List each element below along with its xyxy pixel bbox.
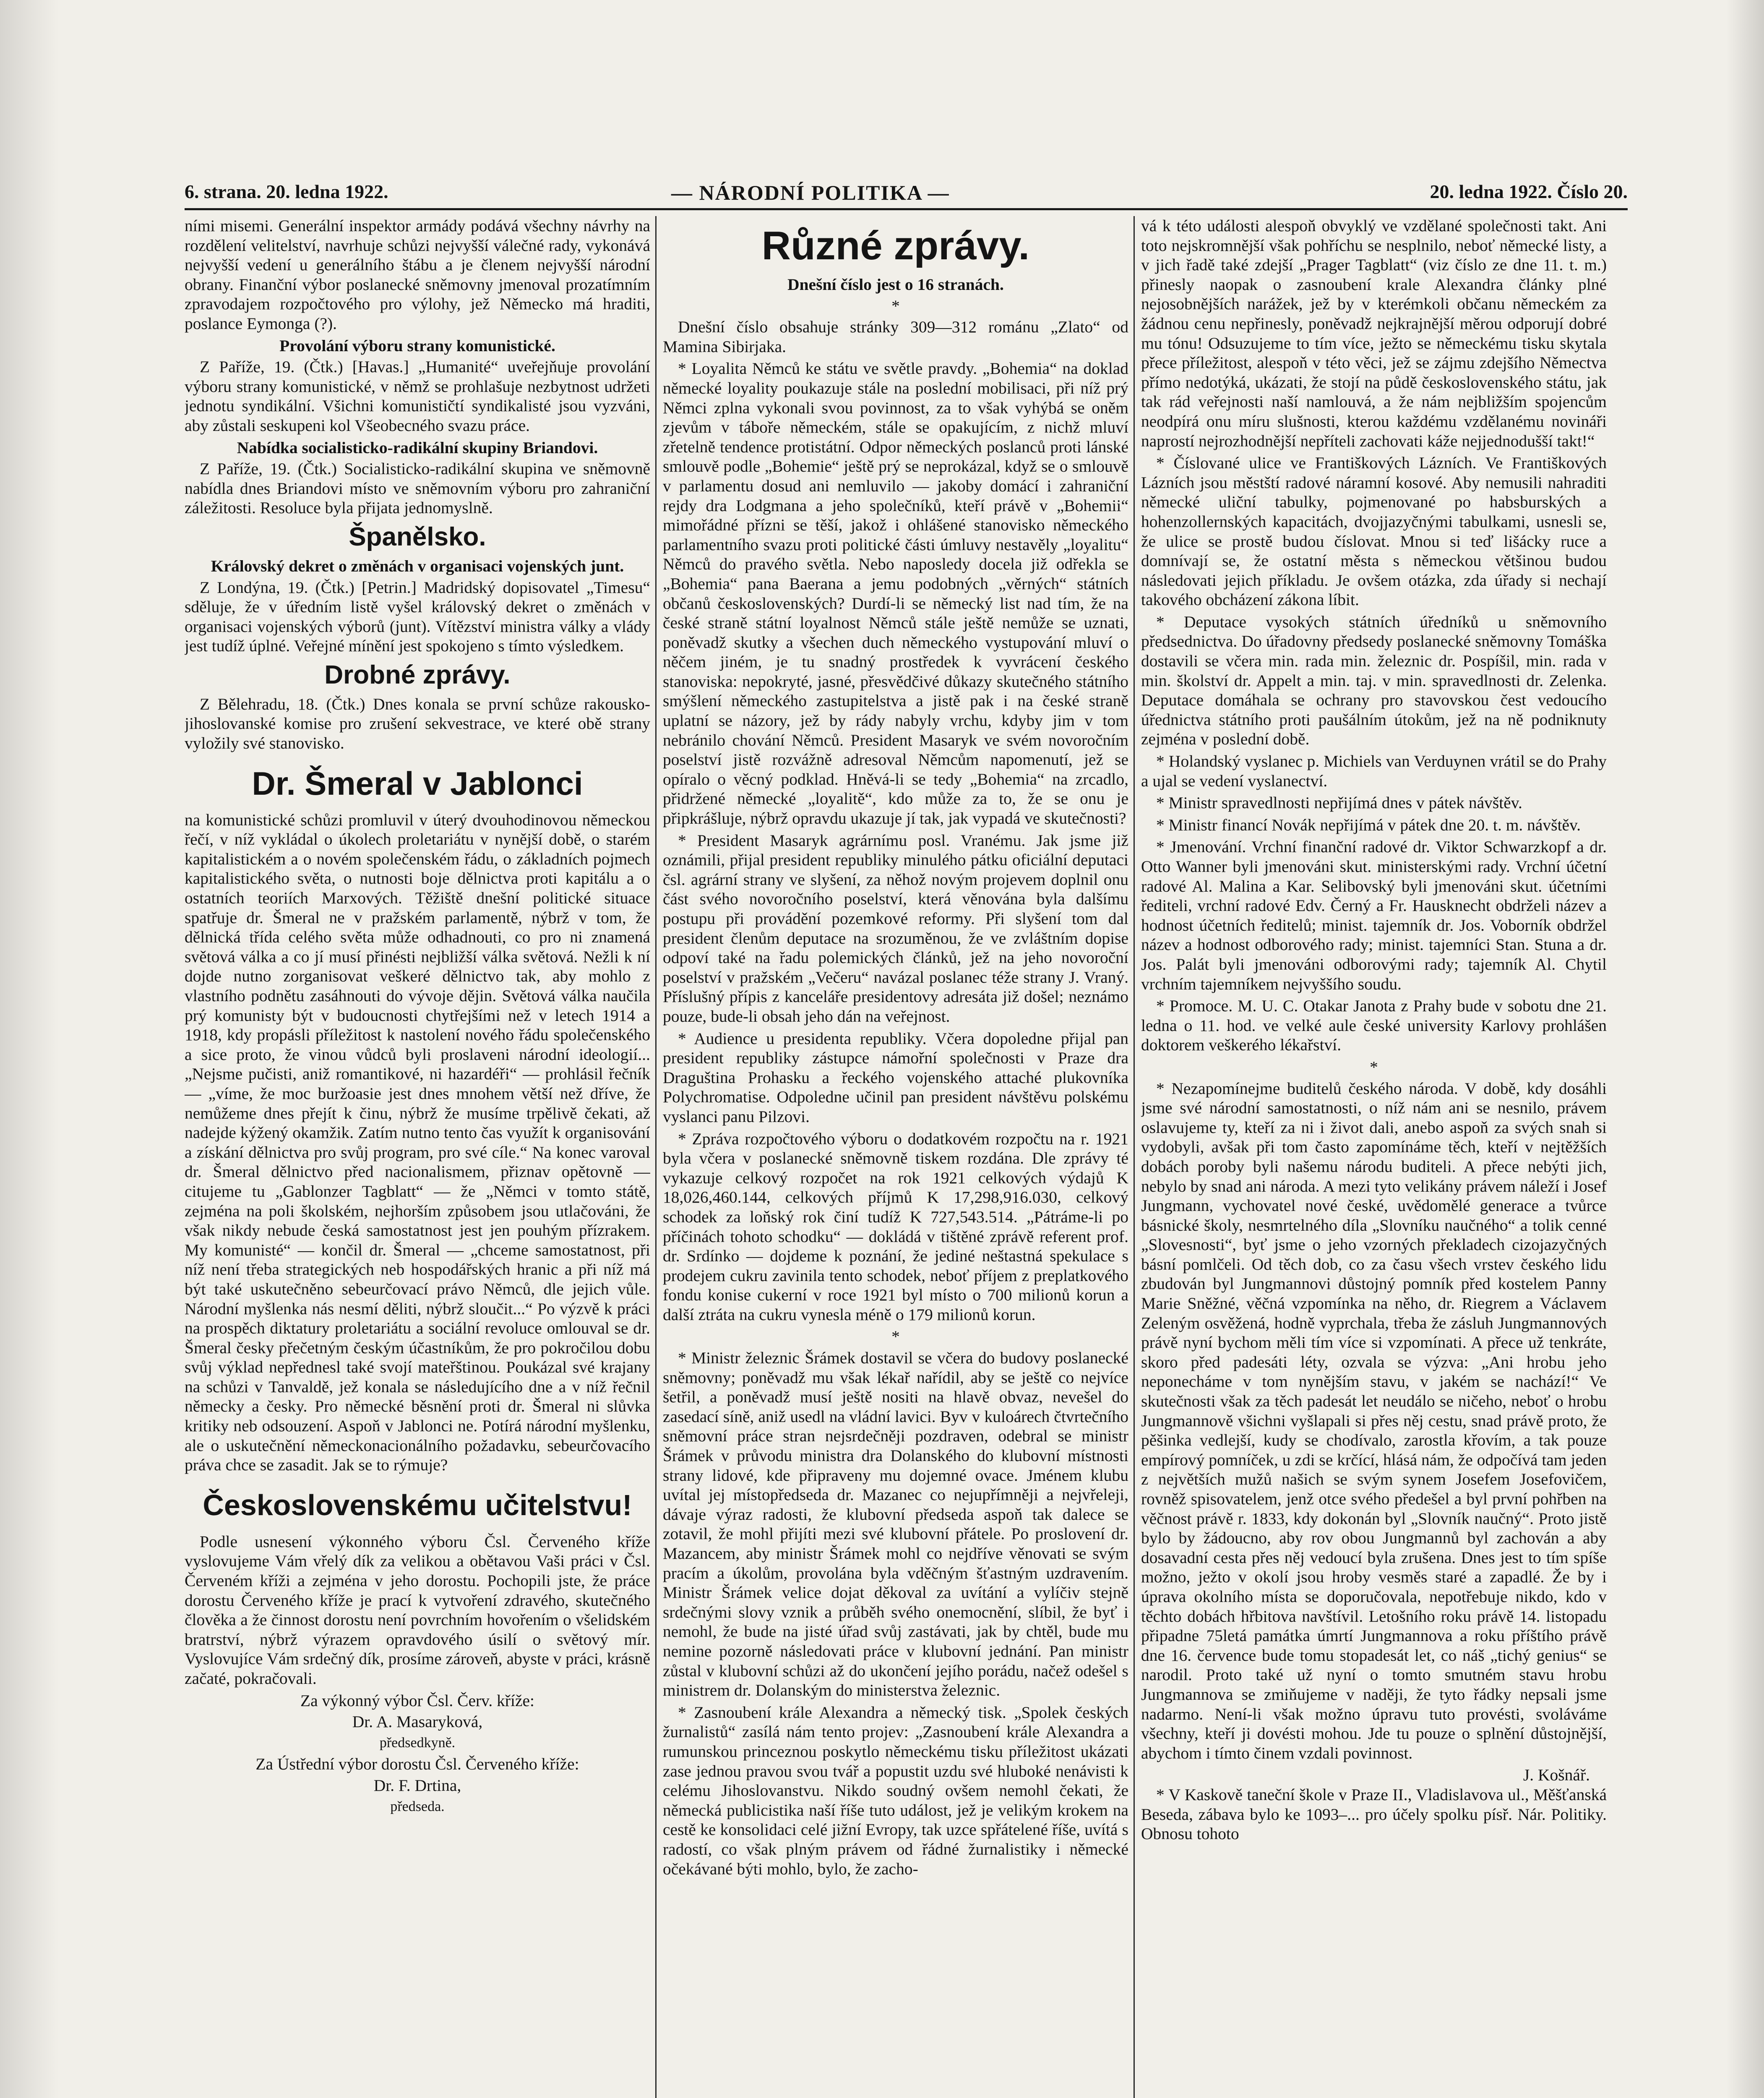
- article-paragraph: * Ministr financí Novák nepřijímá v pátek dne 20. t. m. návštěv.: [1156, 815, 1581, 834]
- section-heading-spain: Španělsko.: [349, 522, 486, 551]
- header-page-info: 6. strana. 20. ledna 1922.: [185, 181, 388, 202]
- article-paragraph: * President Masaryk agrárnímu posl. Vranému. Jak jsme již oznámili, přijal president republiky minulého pátku oficiální deputaci čsl. agrární strany ve slyšení, za něhož novým projevem doplnil onu část svého novoročního poselství, která věnována byla dalšímu postupu při provádění pozemkové reformy. Při slyšení tom dal president členům deputace na srozuměnou, že ve zvláštním dopise odpoví také na řadu polemických článků, jež na jeho novoroční poselství v pražském „Večeru“ navázal poslanec téže strany J. Vraný. Příslušný přípis z kanceláře presidentovy adresáta již došel; neznámo pouze, bude-li obsah jeho dán na veřejnost.: [663, 831, 1128, 1026]
- signature-line: Za Ústřední výbor dorostu Čsl. Červeného kříže:: [255, 1755, 579, 1774]
- article-headline-smeral: Dr. Šmeral v Jablonci: [252, 765, 583, 802]
- masthead-title: — NÁRODNÍ POLITIKA —: [671, 181, 950, 204]
- article-headline-teachers: Československému učitelstvu!: [203, 1488, 632, 1521]
- header-rule: [185, 208, 1628, 210]
- signature-title: předseda.: [390, 1798, 445, 1814]
- column-1: [185, 216, 650, 2098]
- separator-star: *: [891, 1327, 900, 1346]
- article-paragraph: * Číslované ulice ve Františkových Lázních. Ve Františkových Lázních jsou městští radové náramní kosové. Aby nemusili nahraditi německé uliční tabulky, pojmenované po habsburských a hohenzollernských kapacitách, dvojjazyčnými tabulkami, usnesli se, že ulice se prostě budou číslovat. Mnou si teď lišácky ruce a domnívají se, že ostatní města s německou většinou budou následovati jejich příkladu. Je ovšem otázka, zda úřady si nechají takového obcházení zákona líbit.: [1141, 454, 1607, 609]
- article-paragraph: * Promoce. M. U. C. Otakar Janota z Prahy bude v sobotu dne 21. ledna o 11. hod. ve velké aule české university Karlovy prohlášen doktorem veškerého lékařství.: [1141, 997, 1607, 1054]
- header-issue-info: 20. ledna 1922. Číslo 20.: [1430, 181, 1628, 202]
- section-heading-short-news: Drobné zprávy.: [324, 660, 511, 689]
- article-paragraph: * Zpráva rozpočtového výboru o dodatkovém rozpočtu na r. 1921 byla včera v poslanecké sněmovně tiskem rozdána. Dle zprávy té vykazuje celkový rozpočet na rok 1921 celkových výdajů K 18,026,460.144, celkových příjmů K 17,298,916.030, celkový schodek za loňský rok činí tudíž K 727,543.514. „Pátráme-li po příčinách tohoto schodku“ — dokládá v tištěné zprávě referent prof. dr. Srdínko — dojdeme k poznání, že jediné neštastná spekulace s prodejem cukru zavinila tento schodek, neboť příjem z preplatkového fondu konise cukerní v roce 1921 byl místo o 700 milionů korun a další ztráta na cukru vynesla méně o 179 milionů korun.: [663, 1129, 1128, 1324]
- section-subheading: Provolání výboru strany komunistické.: [279, 336, 555, 355]
- article-paragraph: * Jmenování. Vrchní finanční radové dr. Viktor Schwarzkopf a dr. Otto Wanner byli jmenováni skut. ministerskými rady. Vrchní účetní radové Al. Malina a Kar. Selibovský byli jmenováni skut. účetními řediteli, vrchní radové Edv. Černý a Fr. Hausknecht obdrželi název a hodnost účetních ředitelů; minist. tajemník dr. Jos. Voborník obdržel název a hodnost odborového rady; minist. tajemníci Stan. Stuna a dr. Jos. Palát byli jmenováni odborovými rady; tajemník Al. Chytil vrchním tajemníkem nejvyššího soudu.: [1141, 838, 1607, 993]
- article-paragraph: Z Paříže, 19. (Čtk.) Socialisticko-radikální skupina ve sněmovně nabídla dnes Briandovi místo ve sněmovním výboru pro zahraniční záležitosti. Resoluce byla přijata jednomyslně.: [185, 459, 650, 517]
- article-paragraph: vá k této události alespoň obvyklý ve vzdělané společnosti takt. Ani toto nejskromnější však pohříchu se nesplnilo, neboť německé listy, a v jich řadě také zdejší „Prager Tagblatt“ (viz číslo ze dne 11. t. m.) přinesly naopak o zasnoubení krale Alexandra články plné nejosobnějších narážek, jež by v kterémkoli občanu německém za žádnou cenu nepřinesly, poněvadž nejkrajnější měrou odporují dobré mu tónu! Odsuzujeme to tím více, ježto se německému tisku skytala přece příležitost, alespoň v této věci, jež se zájmu zdejšího Němectva přímo nedotýká, ukázati, že stojí na půdě československého státu, jak tak rád veřejnosti naší namlouvá, a že nám nejbližším spojencům neodpírá onu míru slušnosti, kterou každému vzdělanému novináři naprostí nejrozhodnější nepříteli zachovati káže nejjednodušší takt!“: [1141, 217, 1607, 450]
- article-paragraph: * Audience u presidenta republiky. Včera dopoledne přijal pan president republiky zástupce námořní společnosti v Praze dra Draguština Prohasku a řeckého vojenského attaché plukovníka Polychromatise. Odpoledne učinil pan president návštěvu polskému vyslanci panu Pilzovi.: [663, 1029, 1128, 1126]
- article-paragraph: Dnešní číslo obsahuje stránky 309—312 románu „Zlato“ od Mamina Sibirjaka.: [663, 318, 1128, 356]
- separator-star: *: [1370, 1057, 1378, 1076]
- article-paragraph: Z Londýna, 19. (Čtk.) [Petrin.] Madridský dopisovatel „Timesu“ sděluje, že v úředním listě vyšel královský dekret o změnách v organisaci vojenských výborů (junt). Vítězství ministra války a vlády jest tudíž úplné. Veřejné mínění jest spokojeno s tímto výsledkem.: [185, 578, 650, 655]
- signature-name: Dr. F. Drtina,: [373, 1776, 461, 1795]
- page-header: [185, 180, 1628, 206]
- scan-edge-right: [1726, 0, 1764, 2098]
- column-divider: [655, 216, 657, 2098]
- article-paragraph: * Ministr železnic Šrámek dostavil se včera do budovy poslanecké sněmovny; poněvadž mu však lékař nařídil, aby se ještě co nejvíce šetřil, a poněvadž musí ještě nositi na hlavě obvaz, nevešel do zasedací síně, aniž usedl na vládní lavici. Byv v kuloárech čtvrtečního sněmovní práce stran nejsrdečněji pozdraven, odebral se ministr Šrámek v průvodu ministra dra Dolanského do klubovní místnosti strany lidové, kde připraveny mu dojemné ovace. Jménem klubu uvítal jej místopředseda dr. Mazanec co nejupřímněji a nejvřeleji, dávaje výraz radosti, že klubovní předseda aspoň tak dalece se zotavil, že mohl přijíti mezi své klubovní přátele. Po proslovení dr. Mazancem, aby ministr Šrámek mohl co nejdříve věnovati se svým pracím a úkolům, provolána byla vděčným šťastným uzdravením. Ministr Šrámek velice dojat děkoval za uvítání a vylíčiv stejně srdečnými slovy vznik a průběh svého onemocnění, slíbil, že byť i nemohl, že bude na jisté úřad svůj zastávati, jak by chtěl, bude mu nemine pozorně následovati práce v klubovní jednání. Pan ministr zůstal v klubovní schůzi až do ukončení jejího porádu, načež odešel s ministrem dr. Dolanským do ministerstva železnic.: [663, 1349, 1128, 1700]
- signature-title: předsedkyně.: [379, 1735, 456, 1751]
- article-paragraph: Z Bělehradu, 18. (Čtk.) Dnes konala se první schůze rakousko-jihoslovanské komise pro zrušení sekvestrace, ve které obě strany vyložily své stanovisko.: [185, 694, 650, 753]
- column-3: [1141, 216, 1607, 2098]
- article-paragraph: * Nezapomínejme buditelů českého národa. V době, kdy dosáhli jsme své národní samostatnosti, o níž nám ani se nesnilo, právem oslavujeme ty, kteří za ni i život dali, anebo aspoň za svých snah si vydobyli, avšak při tom často zapomínáme těch, kteří v nejtěžších dobách poroby byli našemu národu buditeli. A přece nebýti jich, nebylo by snad ani národa. A mezi tyto velikány právem náleží i Josef Jungmann, vychovatel nové české, uvědomělé generace a tvůrce básnické školy, nesmrtelného díla „Slovníku naučného“ a tolik cenné „Slovesnosti“, byť jsme o jeho vzorných překladech cizojazyčných básní pomlčeli. Od těch dob, co za času všech vrstev českého lidu zbudován byl Jungmannovi důstojný pomník před kostelem Panny Marie Sněžné, věčná vzpomínka na něho, dr. Riegrem a Václavem Zeleným osvěžená, hodně vyprchala, třeba že zásluh Jungmannových právě nyní bychom měli tím více si vzpomínati. A přece už tenkráte, skoro před padesáti léty, ozvala se výzva: „Ani hrobu jeho neponecháme v tom nynějším stavu, v jakém se nachází!“ Ve skutečnosti však za těch padesát let neudálo se ničeho, neboť o hrobu Jungmannově všichni vyšlapali si přes něj cestu, snad právě proto, že pěšinka vedlejší, kudy se chodívalo, zarostla křovím, a tak pouze empírový pomníček, u zdi se krčící, hlásá nám, že odpočívá tam jeden z největších mužů našich se svým synem Josefem Josefovičem, rovněž spisovatelem, jenž otce svého předešel a byl první pohřben na věčnost právě r. 1833, kdy dokonán byl „Slovník naučný“. Proto jistě bylo by žádoucno, aby rov obou Jungmannů byl zachován a aby dosavadní cesta přes něj vedoucí byla zrušena. Dnes jest to tím spíše možno, ježto v okolí jsou hroby vesměs staré a zapadlé. Že by i úprava okolního místa se doporučovala, nepotřebuje nikdo, kdo v těchto dobách hřbitova navštívil. Letošního roku právě 14. listopadu připadne 75letá památka úmrtí Jungmannova a roku příštího právě dne 16. července bude tomu stopadesát let, co náš „tichý genius“ se narodil. Proto také už nyní o tomto smutném stavu hrobu Jungmannova se zmiňujeme v naději, že tyto řádky nepsali jsme nadarmo. Není-li však možno úpravu tuto provésti, svoláváme všechny, kteří ji dovésti mohou. Jde tu pouze o splnění důstojnější, abychom i tímto činem vzdali povinnost.: [1141, 1079, 1607, 1762]
- section-headline-misc-news: Různé zprávy.: [761, 223, 1030, 268]
- article-paragraph: * Ministr spravedlnosti nepřijímá dnes v pátek návštěv.: [1156, 793, 1522, 812]
- scan-edge-left: [0, 0, 59, 2098]
- article-paragraph: * Deputace vysokých státních úředníků u sněmovního předsednictva. Do úřadovny předsedy poslanecké sněmovny Tomáška dostavili se včera min. rada min. železnic dr. Pospíšil, min. rada v min. školství dr. Appelt a min. taj. v min. spravedlnosti dr. Zelenka. Deputace domáhala se ochrany pro stavovskou čest vedoucího úřednictva státního proti paušálním útokům, jež na ně podniknuty zejména v poslední době.: [1141, 612, 1607, 749]
- signature-name: Dr. A. Masaryková,: [352, 1712, 483, 1731]
- author-signature: J. Košnář.: [1523, 1766, 1590, 1785]
- article-paragraph: na komunistické schůzi promluvil v úterý dvouhodinovou německou řečí, v níž vykládal o úkolech proletariátu v nynější době, o starém kapitalistickém a o novém společenském řádu, o základních pojmech kapitalistického světa, o nutnosti boje dělnictva proti kapitálu a o ostatních teoriích Marxových. Těžiště dnešní politické situace spatřuje dr. Šmeral ne v pražském parlamentě, nýbrž v tom, že dělnická třída celého světa může odhadnouti, co pro ni znamená světová válka a co jí musí přinésti nejbližší válka světová. Nežli k ní dojde nutno zorganisovat veškeré dělnictvo tak, aby mohlo z vlastního podnětu zasáhnouti do vývoje dějin. Světová válka naučila prý komunisty být v budoucnosti chytřejšími než v letech 1914 a 1918, kdy propásli příležitost k nastolení nového řádu společenského a sice proto, že vinou vůdců byli proslaveni národní ideologií... „Nejsme pučisti, aniž romantikové, ni hazardéři“ — prohlásil řečník — „víme, že moc buržoasie jest dnes mnohem větší než dříve, že nemůžeme dnes přejít k činu, nýbrž že musíme trpělivě čekati, až nadejde kýžený okamžik. Zatím nutno tento čas využít k organisování a získání dělnictva pro svůj program, pro své cíle.“ Na konec varoval dr. Šmeral dělnictvo před nacionalismem, přiznav opětovně — citujeme tu „Gablonzer Tagblatt“ — že „Němci v tomto státě, zejména na poli školském, nejhorším způsobem jsou utlačováni, že však nikdy nebude česká samostatnost jest jen pouhým přízrakem. My komunisté“ — končil dr. Šmeral — „chceme samostatnost, při níž není třeba strategických neb hospodářských hranic a při níž má být také uskutečněno sebeurčovací právo Němců, dle jejich vůle. Národní myšlenka nás nesmí děliti, nýbrž sloučit...“ Po výzvě k práci na prospěch diktatury proletariátu a sociální revoluce omlouval se dr. Šmeral česky přečetným českým účastníkům, že pro pokročilou dobu svůj výklad nepřednesl také svojí mateřštinou. Poukázal své krajany na schůzi v Tanvaldě, jež konala se následujícího dne a v níž řečnil německy a česky. Pro německé běsnění proti dr. Šmeral ni slůvka kritiky neb odsouzení. Aspoň v Jablonci ne. Potírá národní myšlenku, ale o uskutečnění německonacionálního požadavku, sebeurčovacího práva chce se zasadit. Jak se to rýmuje?: [185, 810, 650, 1474]
- section-subheading: Nabídka socialisticko-radikální skupiny Briandovi.: [237, 438, 598, 457]
- column-2: [663, 216, 1128, 2098]
- signature-line: Za výkonný výbor Čsl. Červ. kříže:: [300, 1691, 534, 1710]
- article-paragraph: ními misemi. Generální inspektor armády podává všechny návrhy na rozdělení velitelství, navrhuje schůzi nejvyšší válečné rady, vykonává nejvyšší vedení u generálního štábu a je členem nejvyšší národní obrany. Finanční výbor poslanecké sněmovny jmenoval prozatímním zpravodajem rozpočtového pro výlohy, jež Německo má hraditi, poslance Eymonga (?).: [185, 217, 650, 333]
- article-paragraph: * Zasnoubení krále Alexandra a německý tisk. „Spolek českých žurnalistů“ zasílá nám tento projev: „Zasnoubení krále Alexandra a rumunskou princeznou poskytlo německému tisku příležitost ukázati zase jednou pravou svou tvář a popustit uzdu své hluboké nenávisti k celému Jihoslovanstvu. Nikdo soudný ovšem nemohl čekati, že německá publicistika naší říše tuto událost, jež je velikým krokem na cestě ke konsolidaci celé jižní Evropy, tak uzce spřátelené říše, uvítá s radostí, co však plným právem od řádné žurnalistiky i německé očekávané býti mohlo, bylo, že zacho-: [663, 1703, 1128, 1878]
- column-divider: [1133, 216, 1135, 2098]
- article-paragraph: * Loyalita Němců ke státu ve světle pravdy. „Bohemia“ na doklad německé loyality poukazuje stále na poslední mobilisaci, při níž prý Němci zplna vykonali svou povinnost, za to však vyhýbá se oněm zjevům v táboře německém, stále se opakujícím, z nichž mluví zřetelně tendence protistátní. Odpor německých poslanců proti lánské smlouvě podle „Bohemie“ ještě prý se neprokázal, když se o smlouvě v parlamentu dosud ani nemluvilo — jakoby domácí i zahraniční rejdy dra Lodgmana a jeho společníků, kteří právě v „Bohemii“ mimořádné přízni se těší, jakož i ohlášené stanovisko německého parlamentního svazu proti politické části úmluvy nestavěly „loyalitu“ Němců do pravého světla. Nebo naposledy docela již odřekla se „Bohemia“ pana Baerana a jemu podobných „věrných“ státních občanů československých? Durdí-li se německý list nad tím, že na české straně státní loyalnost Němců stále ještě nemůže se uznati, poněvadž skutky a všechen duch německého vystupování mluví o něčem jiném, je tu snadný prostředek k vyvrácení českého stanoviska: nepokryté, jasné, přesvědčivé důkazy skutečného státního smýšlení německého zastupitelstva a jistě pak i na české straně uplatní se názory, jež by rády nabyly vrchu, kdyby jim v tom nebránilo chování Němců. President Masaryk ve svém novoročním poselství jistě rozvážně adresoval Němcům napomenutí, jež se opíralo o věcný podklad. Hněvá-li se tedy „Bohemia“ na zrcadlo, přidržené německé „loyalitě“, kdo může za to, že se onu je připkrášluje, nýbrž opravdu ukazuje jí tak, jak vypadá ve skutečnosti?: [663, 359, 1128, 828]
- article-paragraph: * V Kaskově taneční škole v Praze II., Vladislavova ul., Měšťanská Beseda, zábava bylo ke 1093–... pro účely spolku písř. Nár. Politiky. Obnosu tohoto: [1141, 1785, 1607, 1843]
- article-paragraph: Z Paříže, 19. (Čtk.) [Havas.] „Humanité“ uveřejňuje provolání výboru strany komunistické, v němž se prohlašuje nezbytnost udržeti jednotu syndikální. Všichni komunističtí syndikalisté jsou vyzváni, aby zůstali seskupeni kol Všeobecného svazu práce.: [185, 357, 650, 435]
- article-paragraph: Podle usnesení výkonného výboru Čsl. Červeného kříže vyslovujeme Vám vřelý dík za velikou a obětavou Vaši práci v Čsl. Červeném kříži a zejména v jeho dorostu. Pochopili jste, že práce dorostu Červeného kříže je prací k vytvoření zdravého, skutečného člověka a že činnost dorostu není povrchním hovořením o všelidském bratrství, nýbrž výrazem opravdového úsilí o světový mír. Vyslovujíce Vám srdečný dík, prosíme zároveň, abyste v práci, krásně začaté, pokračovali.: [185, 1532, 650, 1688]
- section-subheading: Dnešní číslo jest o 16 stranách.: [787, 275, 1004, 294]
- section-subheading: Královský dekret o změnách v organisaci vojenských junt.: [211, 556, 624, 575]
- article-paragraph: * Holandský vyslanec p. Michiels van Verduynen vrátil se do Prahy a ujal se vedení vyslanectví.: [1141, 752, 1607, 790]
- separator-star: *: [891, 296, 900, 315]
